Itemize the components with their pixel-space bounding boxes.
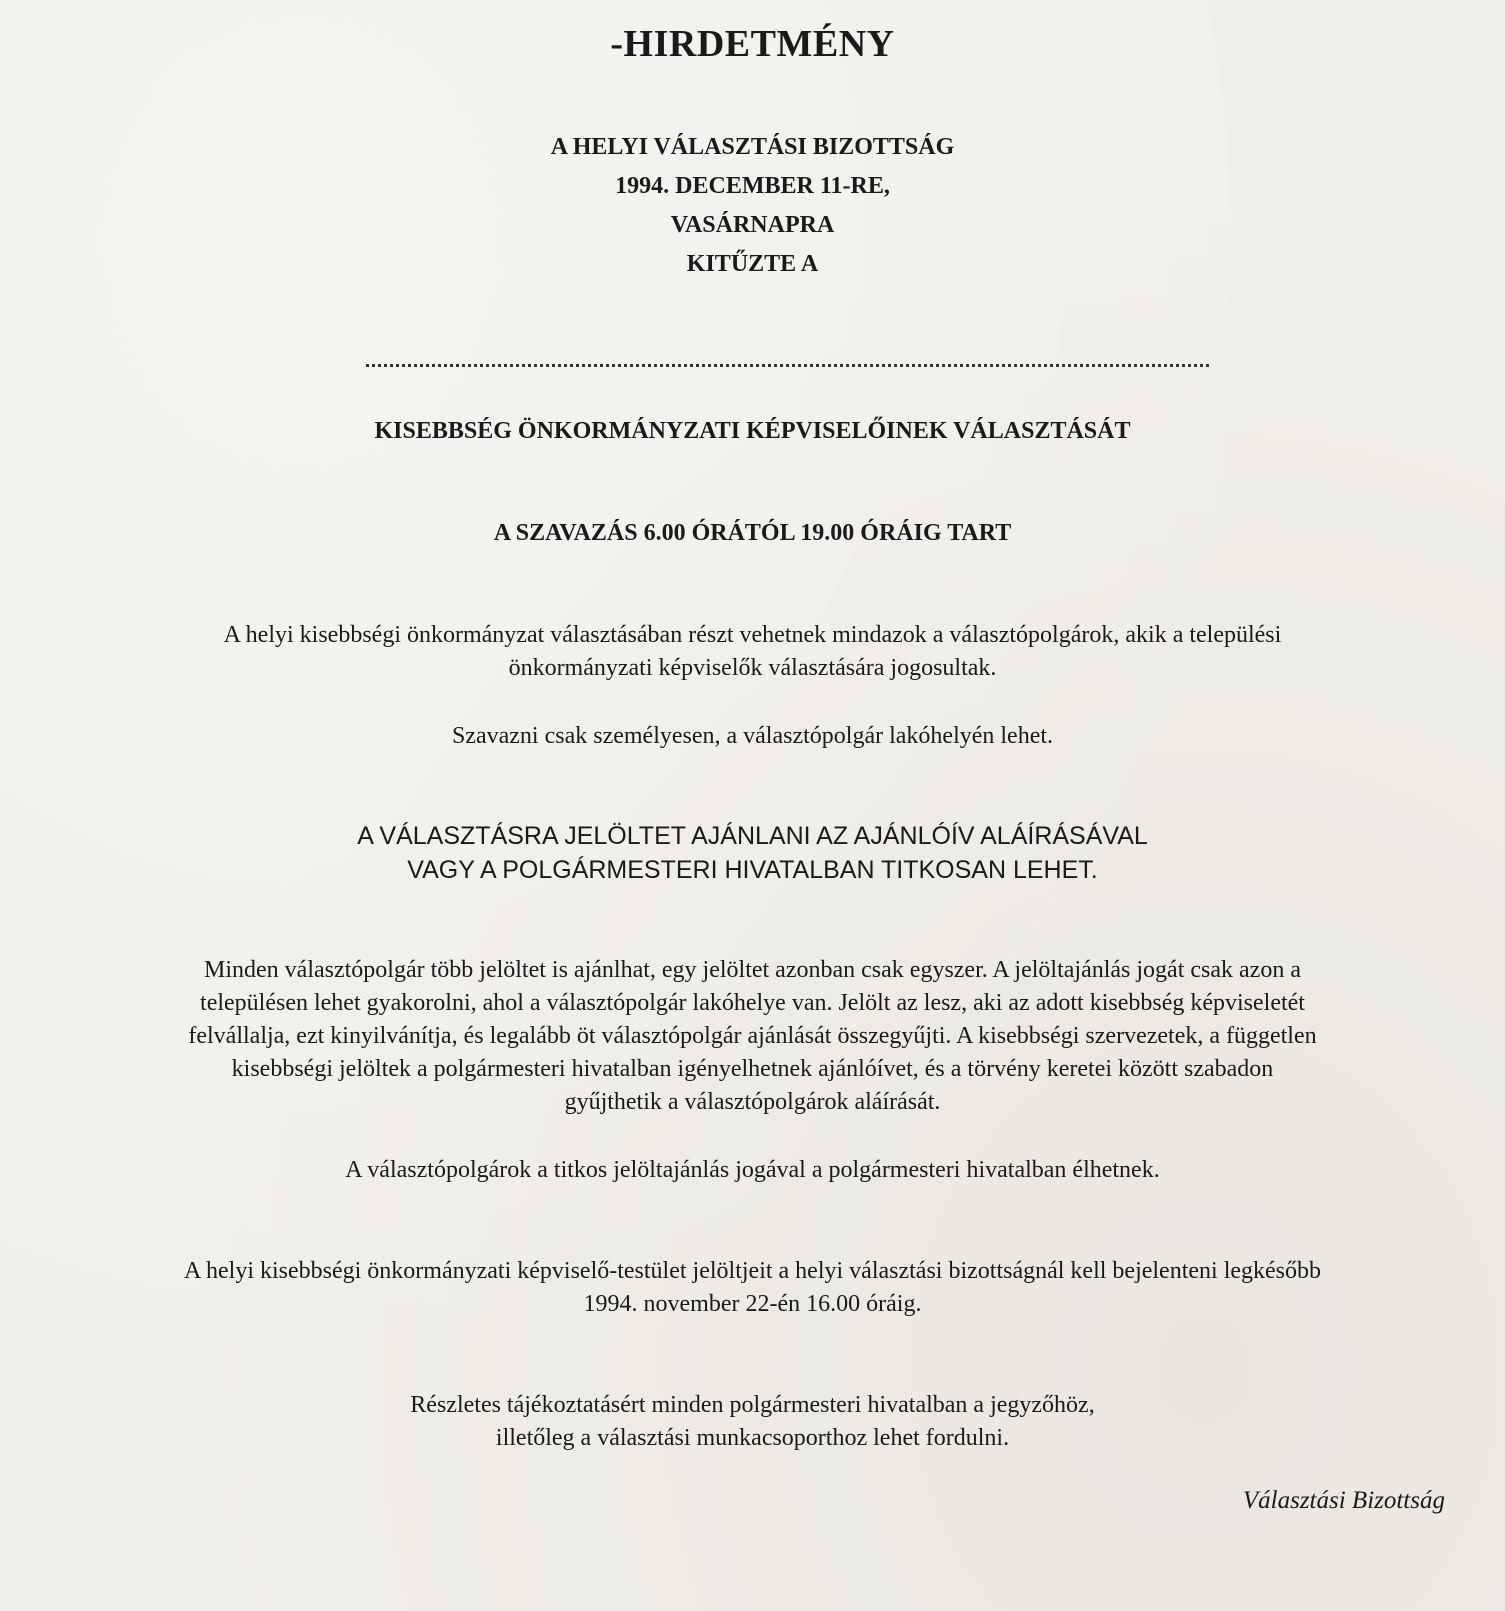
signature: Választási Bizottság <box>1242 1487 1445 1514</box>
eligibility-line-1: A helyi kisebbségi önkormányzat választásában részt vehetnek mindazok a választópolgárok, akik a települési <box>223 622 1282 648</box>
eligibility-line-2: önkormányzati képviselők választására jogosultak. <box>508 655 997 681</box>
header-line-committee: A HELYI VÁLASZTÁSI BIZOTTSÁG <box>550 134 955 160</box>
header-line-day: VASÁRNAPRA <box>670 212 835 238</box>
header-line-date: 1994. DECEMBER 11-RE, <box>615 173 890 199</box>
nomination-heading-line-2: VAGY A POLGÁRMESTERI HIVATALBAN TITKOSAN LEHET. <box>407 856 1098 884</box>
nomination-heading-line-1: A VÁLASZTÁSRA JELÖLTET AJÁNLANI AZ AJÁNLÓÍV ALÁÍRÁSÁVAL <box>357 822 1148 850</box>
nomination-rules-line-3: felvállalja, ezt kinyilvánítja, és legalább öt választópolgár ajánlását összegyűjti. A kisebbségi szervezetek, a független <box>188 1023 1317 1049</box>
notice-title: -HIRDETMÉNY <box>610 23 895 65</box>
info-line-2: illetőleg a választási munkacsoporthoz lehet fordulni. <box>495 1425 1010 1451</box>
dotted-fill-line <box>366 364 1209 367</box>
header-line-announced: KITŰZTE A <box>686 251 819 277</box>
nomination-rules-line-5: gyűjthetik a választópolgárok aláírását. <box>564 1089 941 1115</box>
election-subject: KISEBBSÉG ÖNKORMÁNYZATI KÉPVISELŐINEK VÁLASZTÁSÁT <box>374 418 1131 444</box>
info-line-1: Részletes tájékoztatásért minden polgármesteri hivatalban a jegyzőhöz, <box>410 1392 1095 1418</box>
secret-nomination: A választópolgárok a titkos jelöltajánlás jogával a polgármesteri hivatalban élhetnek. <box>345 1157 1160 1183</box>
deadline-line-2: 1994. november 22-én 16.00 óráig. <box>583 1291 922 1317</box>
voting-hours: A SZAVAZÁS 6.00 ÓRÁTÓL 19.00 ÓRÁIG TART <box>493 520 1012 546</box>
nomination-rules-line-1: Minden választópolgár több jelöltet is ajánlhat, egy jelöltet azonban csak egyszer. A jelöltajánlás jogát csak azon a <box>204 957 1301 983</box>
deadline-line-1: A helyi kisebbségi önkormányzati képviselő-testület jelöltjeit a helyi választási bizottságnál kell bejelenteni legkésőbb <box>183 1258 1322 1284</box>
nomination-rules-line-2: településen lehet gyakorolni, ahol a választópolgár lakóhelye van. Jelölt az lesz, aki az adott kisebbség képviseletét <box>200 990 1305 1016</box>
nomination-rules-line-4: kisebbségi jelöltek a polgármesteri hivatalban igényelhetnek ajánlóívet, és a törvény keretei között szabadon <box>231 1056 1274 1082</box>
in-person-voting: Szavazni csak személyesen, a választópolgár lakóhelyén lehet. <box>451 723 1054 749</box>
